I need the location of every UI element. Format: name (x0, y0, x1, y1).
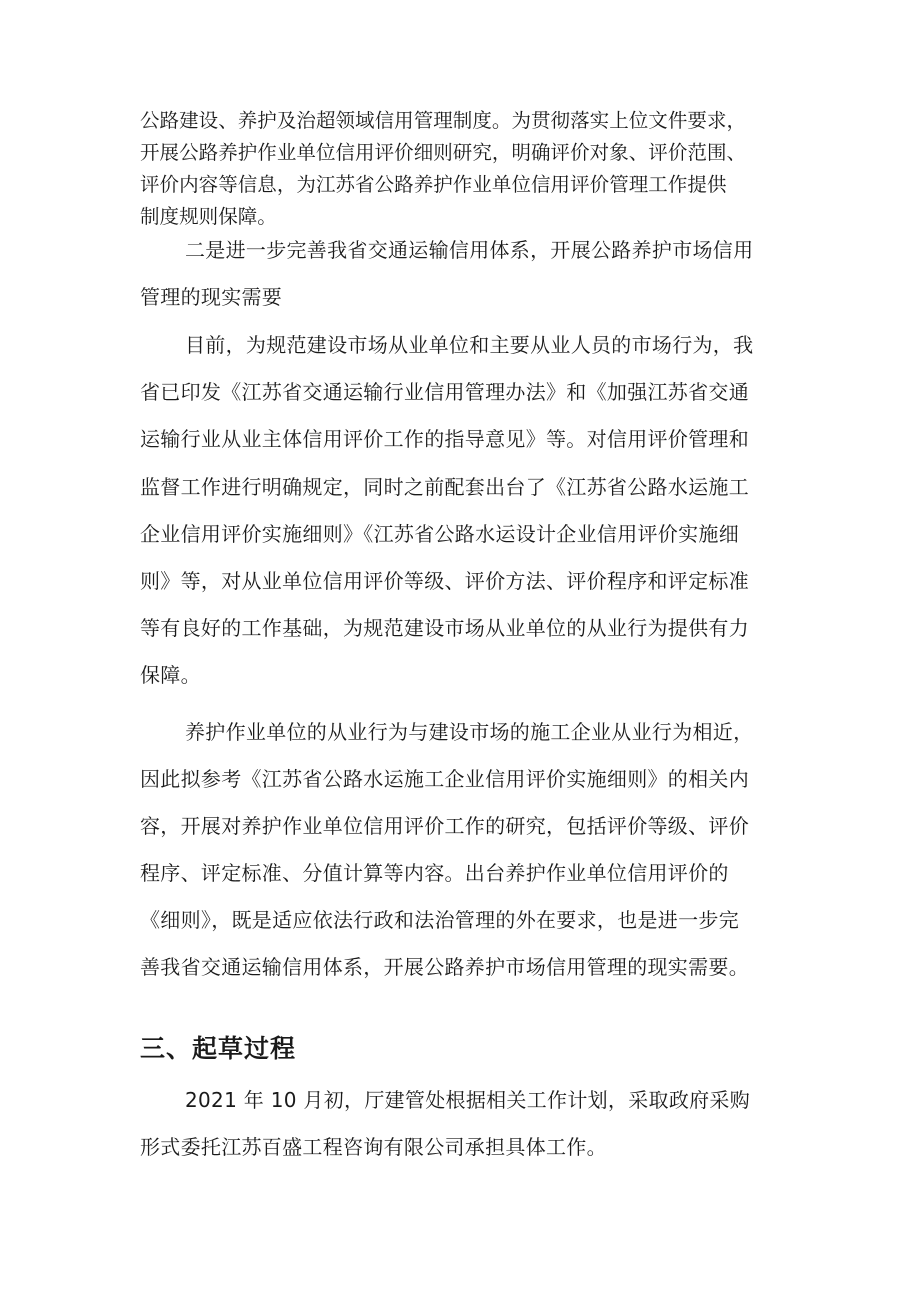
paragraph-4-line-5: 《细则》，既是适应依法行政和法治管理的外在要求，也是进一步完 (140, 908, 739, 932)
paragraph-2-line-2: 管理的现实需要 (140, 285, 283, 309)
paragraph-1-line-1: 公路建设、养护及治超领域信用管理制度。为贯彻落实上位文件要求， (140, 109, 747, 132)
paragraph-3-line-6: 则》等，对从业单位信用评价等级、评价方法、评价程序和评定标准 (140, 569, 749, 593)
paragraph-1-line-2: 开展公路养护作业单位信用评价细则研究，明确评价对象、评价范围、 (140, 141, 747, 164)
paragraph-3-line-7: 等有良好的工作基础，为规范建设市场从业单位的从业行为提供有力 (140, 616, 749, 640)
paragraph-4-line-1: 养护作业单位的从业行为与建设市场的施工企业从业行为相近， (185, 720, 754, 744)
paragraph-3-line-2: 省已印发《江苏省交通运输行业信用管理办法》和《加强江苏省交通 (140, 380, 749, 404)
section-heading: 三、起草过程 (140, 1034, 297, 1063)
paragraph-4-line-4: 程序、评定标准、分值计算等内容。出台养护作业单位信用评价的 (140, 861, 729, 885)
paragraph-3-line-1: 目前，为规范建设市场从业单位和主要从业人员的市场行为，我 (185, 333, 754, 357)
paragraph-3-line-8: 保障。 (140, 663, 201, 687)
paragraph-1-line-3: 评价内容等信息，为江苏省公路养护作业单位信用评价管理工作提供 (140, 173, 727, 196)
paragraph-1-line-4: 制度规则保障。 (140, 205, 277, 228)
paragraph-4-line-2: 因此拟参考《江苏省公路水运施工企业信用评价实施细则》的相关内 (140, 767, 749, 791)
paragraph-5-line-2: 形式委托江苏百盛工程咨询有限公司承担具体工作。 (140, 1135, 607, 1159)
paragraph-2-line-1: 二是进一步完善我省交通运输信用体系，开展公路养护市场信用 (185, 238, 754, 262)
paragraph-4-line-3: 容，开展对养护作业单位信用评价工作的研究，包括评价等级、评价 (140, 814, 749, 838)
paragraph-4-line-6: 善我省交通运输信用体系，开展公路养护市场信用管理的现实需要。 (140, 955, 749, 979)
paragraph-3-line-5: 企业信用评价实施细则》《江苏省公路水运设计企业信用评价实施细 (140, 522, 739, 546)
paragraph-5-line-1: 2021 年 10 月初，厅建管处根据相关工作计划，采取政府采购 (185, 1088, 751, 1112)
paragraph-3-line-3: 运输行业从业主体信用评价工作的指导意见》等。对信用评价管理和 (140, 427, 749, 451)
paragraph-3-line-4: 监督工作进行明确规定，同时之前配套出台了《江苏省公路水运施工 (140, 475, 749, 499)
